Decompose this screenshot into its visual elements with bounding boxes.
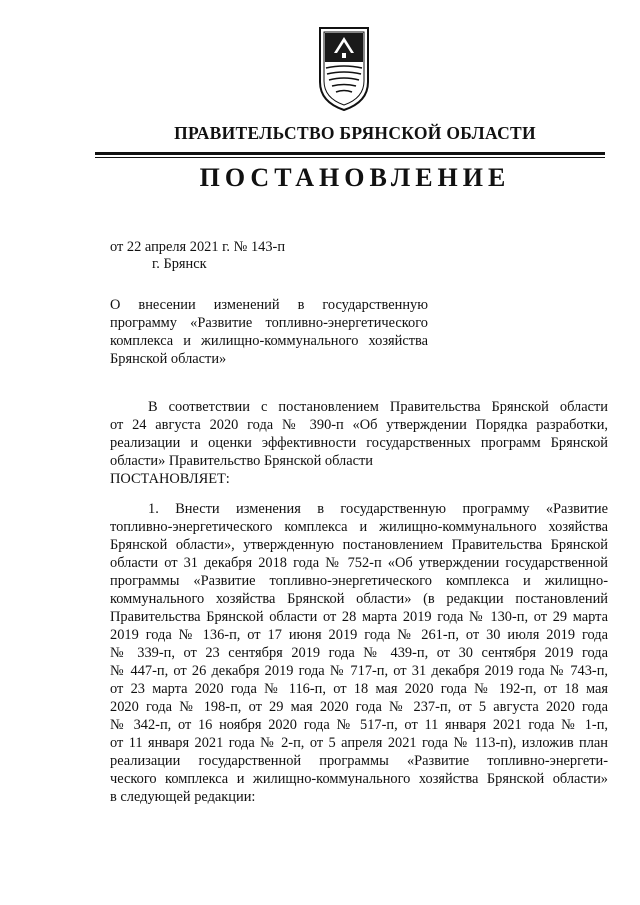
government-name: ПРАВИТЕЛЬСТВО БРЯНСКОЙ ОБЛАСТИ (174, 123, 536, 143)
item-1-line: реализации государственной программы «Развитие топливно-энергети- (110, 753, 608, 769)
item-1-line: Правительства Брянской области от 28 марта 2019 года № 130-п, от 29 марта (110, 609, 608, 625)
subject-line: комплекса и жилищно-коммунального хозяйства (110, 333, 428, 349)
preamble-line: от 24 августа 2020 года № 390-п «Об утверждении Порядка разработки, (110, 417, 608, 433)
item-1-line: области от 31 декабря 2018 года № 752-п «Об утверждении государственной (110, 555, 608, 571)
document-date-number: от 22 апреля 2021 г. № 143-п (110, 239, 286, 255)
item-1-line: 2019 года № 136-п, от 17 июня 2019 года № 261-п, от 30 июля 2019 года (110, 627, 608, 643)
item-1-line: Брянской области», утвержденную постановлением Правительства Брянской (110, 537, 608, 553)
item-1-line: от 11 января 2021 года № 2-п, от 5 апреля 2021 года № 113-п), изложив план (110, 735, 608, 751)
item-1-line: № 447-п, от 26 декабря 2019 года № 717-п, от 31 декабря 2019 года № 743-п, (110, 663, 608, 679)
item-1-line: 2020 года № 198-п, от 29 мая 2020 года № 237-п, от 5 августа 2020 года (110, 699, 608, 715)
document-subject (110, 296, 428, 368)
item-1-line: № 339-п, от 23 сентября 2019 года № 439-п, от 30 сентября 2019 года (110, 645, 608, 661)
item-1-line: 1. Внести изменения в государственную программу «Развитие (148, 501, 608, 517)
subject-line: Брянской области» (110, 351, 227, 367)
preamble-paragraph (110, 398, 608, 488)
document-type-title: ПОСТАНОВЛЕНИЕ (199, 163, 511, 192)
item-1-paragraph (110, 500, 608, 806)
coat-of-arms-icon (318, 26, 370, 112)
item-1-line: ческого комплекса и жилищно-коммунального хозяйства Брянской области» (110, 771, 608, 787)
preamble-line: реализации и оценки эффективности государственных программ Брянской (110, 435, 608, 451)
item-1-line: № 342-п, от 16 ноября 2020 года № 517-п, от 11 января 2021 года № 1-п, (110, 717, 608, 733)
item-1-line: от 23 марта 2020 года № 116-п, от 18 мая 2020 года № 192-п, от 18 мая (110, 681, 608, 697)
item-1-line: программы «Развитие топливно-энергетического комплекса и жилищно- (110, 573, 608, 589)
item-1-line: коммунального хозяйства Брянской области» (в редакции постановлений (110, 591, 608, 607)
subject-line: программу «Развитие топливно-энергетического (110, 315, 428, 331)
document-city: г. Брянск (152, 256, 207, 272)
preamble-line: области» Правительство Брянской области (110, 453, 373, 469)
header-divider-thick (95, 152, 605, 155)
preamble-line: В соответствии с постановлением Правительства Брянской области (148, 399, 608, 415)
header-divider-thin (95, 157, 605, 158)
item-1-line: в следующей редакции: (110, 789, 256, 805)
subject-line: О внесении изменений в государственную (110, 297, 428, 313)
decree-word: ПОСТАНОВЛЯЕТ: (110, 471, 230, 487)
item-1-line: топливно-энергетического комплекса и жилищно-коммунального хозяйства (110, 519, 608, 535)
